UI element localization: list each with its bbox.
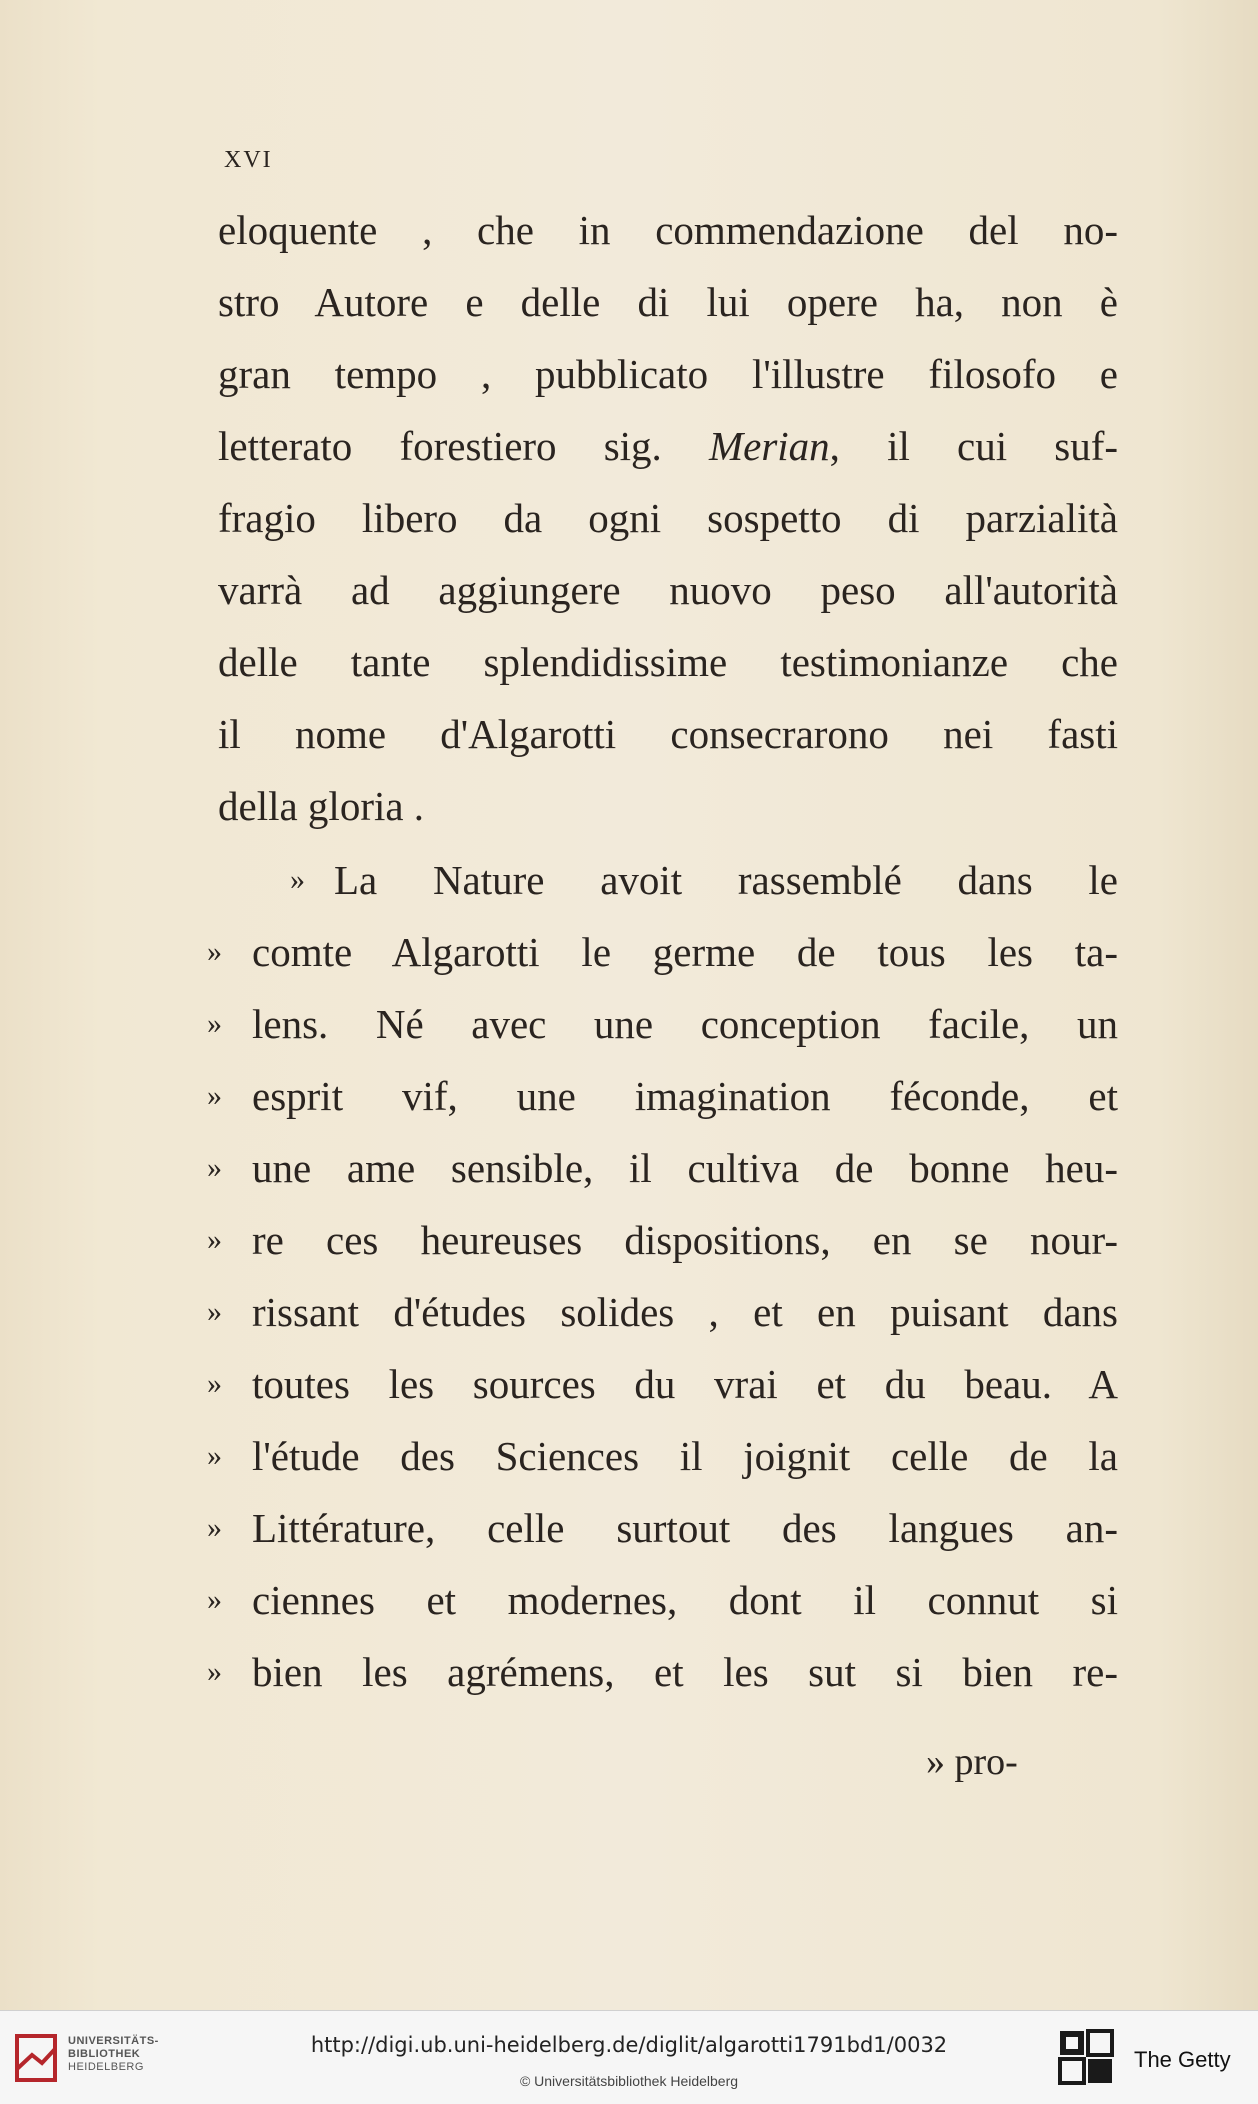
quote-line: re ces heureuses dispositions, en se nour- (252, 1217, 1118, 1263)
partner-name: The Getty (1134, 2047, 1231, 2072)
quote-mark: » (207, 1223, 222, 1256)
quote-line: l'étude des Sciences il joignit celle de la (252, 1433, 1118, 1479)
institution-line: HEIDELBERG (68, 2061, 144, 2073)
quote-mark: » (207, 1583, 222, 1616)
quote-mark: » (207, 1079, 222, 1112)
quote-mark: » (207, 1367, 222, 1400)
permalink-url[interactable]: http://digi.ub.uni-heidelberg.de/diglit/algarotti1791bd1/0032 (310, 2033, 948, 2057)
text-line: fragio libero da ogni sospetto di parzialità (218, 495, 1118, 541)
text-segment: letterato forestiero sig. (218, 423, 662, 469)
quote-mark: » (207, 1007, 222, 1040)
text-segment: , il cui suf- (829, 423, 1119, 469)
quote-mark: » (207, 1295, 222, 1328)
quote-line: lens. Né avec une conception facile, un (252, 1001, 1118, 1047)
quote-mark: » (207, 1655, 222, 1688)
quote-line: rissant d'études solides , et en puisant dans (252, 1289, 1118, 1335)
quote-line: une ame sensible, il cultiva de bonne heu- (252, 1145, 1118, 1191)
institution-line: BIBLIOTHEK (68, 2048, 141, 2060)
quote-mark: » (207, 1439, 222, 1472)
viewer-footer (0, 2010, 1258, 2104)
text-line: della gloria . (218, 783, 425, 829)
getty-logo-icon (1058, 2029, 1114, 2087)
quote-mark: » (207, 935, 222, 968)
text-line: il nome d'Algarotti consecrarono nei fasti (218, 711, 1118, 757)
copyright-notice: © Universitätsbibliothek Heidelberg (519, 2073, 739, 2089)
quote-mark: » (290, 863, 305, 896)
quote-line: comte Algarotti le germe de tous les ta- (252, 929, 1118, 975)
text-line-merian (218, 422, 1118, 470)
merian-name: Merian (708, 423, 830, 469)
quote-line: toutes les sources du vrai et du beau. A (252, 1361, 1118, 1407)
text-line: eloquente , che in commendazione del no- (218, 207, 1118, 253)
text-line: delle tante splendidissime testimonianze che (218, 639, 1118, 685)
quote-mark: » (207, 1151, 222, 1184)
text-line: gran tempo , pubblicato l'illustre filosofo e (218, 351, 1118, 397)
quote-line: esprit vif, une imagination féconde, et (252, 1073, 1118, 1119)
institution-line: UNIVERSITÄTS- (68, 2035, 159, 2047)
catchword: » pro- (926, 1741, 1018, 1783)
text-line: varrà ad aggiungere nuovo peso all'autorità (218, 567, 1118, 613)
quote-line: ciennes et modernes, dont il connut si (252, 1577, 1118, 1623)
quote-line-first: La Nature avoit rassemblé dans le (334, 857, 1118, 903)
quote-line: Littérature, celle surtout des langues an- (252, 1505, 1118, 1551)
quote-line: bien les agrémens, et les sut si bien re- (252, 1649, 1118, 1695)
text-line: stro Autore e delle di lui opere ha, non è (218, 279, 1118, 325)
quote-mark: » (207, 1511, 222, 1544)
page-number-header: xvi (224, 138, 273, 175)
